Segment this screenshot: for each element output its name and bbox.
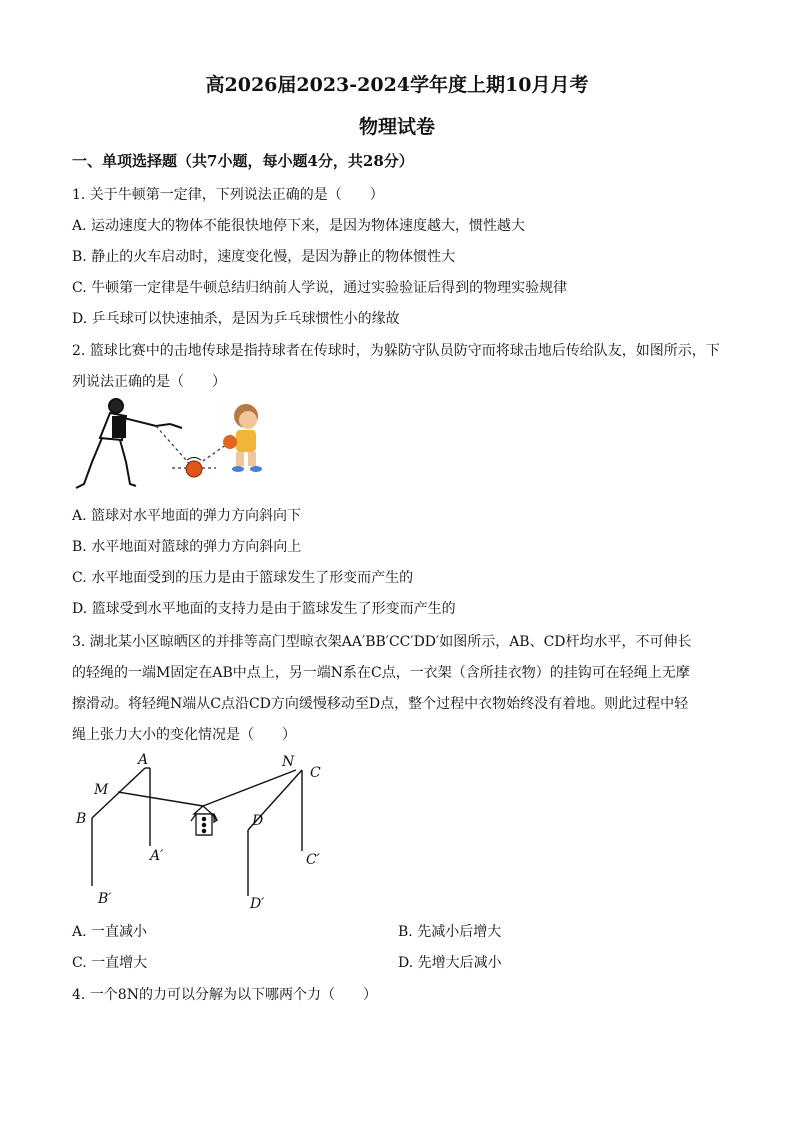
hanger-icon xyxy=(191,806,217,835)
label-m: M xyxy=(94,782,109,798)
label-a-prime: A′ xyxy=(150,848,164,864)
q1-option-c: C. 牛顿第一定律是牛顿总结归纳前人学说，通过实验验证后得到的物理实验规律 xyxy=(72,280,568,296)
question-2-stem-line2: 列说法正确的是（ ） xyxy=(72,374,226,390)
defender-player-illustration xyxy=(76,399,182,488)
q2-option-a: A. 篮球对水平地面的弹力方向斜向下 xyxy=(72,508,302,524)
question-2-stem-line1: 2. 篮球比赛中的击地传球是指持球者在传球时，为躲防守队员防守而将球击地后传给队友，如图所示，下 xyxy=(72,343,720,359)
label-c-prime: C′ xyxy=(306,852,320,868)
question-3-stem-line1: 3. 湖北某小区晾晒区的并排等高门型晾衣架AA′BB′CC′DD′如图所示，AB、CD杆均水平，不可伸长 xyxy=(72,634,692,650)
q3-option-c: C. 一直增大 xyxy=(72,955,148,971)
label-n: N xyxy=(282,754,295,770)
label-d: D xyxy=(252,813,264,829)
label-b: B xyxy=(76,811,87,827)
question-4-stem: 4. 一个8N的力可以分解为以下哪两个力（ ） xyxy=(72,987,377,1003)
label-c: C xyxy=(310,765,321,781)
teammate-child-illustration xyxy=(223,404,262,472)
q3-option-a: A. 一直减小 xyxy=(72,924,148,940)
basketball-pass-figure xyxy=(70,394,270,498)
q2-option-b: B. 水平地面对篮球的弹力方向斜向上 xyxy=(72,539,302,555)
q2-option-d: D. 篮球受到水平地面的支持力是由于篮球发生了形变而产生的 xyxy=(72,601,456,617)
q1-option-b: B. 静止的火车启动时，速度变化慢，是因为静止的物体惯性大 xyxy=(72,249,456,265)
q2-option-c: C. 水平地面受到的压力是由于篮球发生了形变而产生的 xyxy=(72,570,414,586)
clothes-rack-figure xyxy=(70,748,340,913)
q3-option-b: B. 先减小后增大 xyxy=(398,924,502,940)
label-a: A xyxy=(138,752,149,768)
exam-subject: 物理试卷 xyxy=(358,116,435,138)
q1-option-a: A. 运动速度大的物体不能很快地停下来，是因为物体速度越大，惯性越大 xyxy=(72,218,526,234)
section-heading: 一、单项选择题（共7小题，每小题4分，共28分） xyxy=(72,152,414,170)
label-b-prime: B′ xyxy=(98,891,112,907)
label-d-prime: D′ xyxy=(250,896,265,912)
question-3-stem-line3: 擦滑动。将轻绳N端从C点沿CD方向缓慢移动至D点，整个过程中衣物始终没有着地。则此过程中轻 xyxy=(72,696,689,712)
question-3-stem-line2: 的轻绳的一端M固定在AB中点上，另一端N系在C点，一衣架（含所挂衣物）的挂钩可在轻绳上无摩 xyxy=(72,665,690,681)
q3-option-d: D. 先增大后减小 xyxy=(398,955,502,971)
question-1-stem: 1. 关于牛顿第一定律，下列说法正确的是（ ） xyxy=(72,187,384,203)
q1-option-d: D. 乒乓球可以快速抽杀，是因为乒乓球惯性小的缘故 xyxy=(72,311,400,327)
exam-title: 高2026届2023-2024学年度上期10月月考 xyxy=(205,74,589,96)
basketball-ground xyxy=(186,461,202,477)
question-3-stem-line4: 绳上张力大小的变化情况是（ ） xyxy=(72,727,296,743)
